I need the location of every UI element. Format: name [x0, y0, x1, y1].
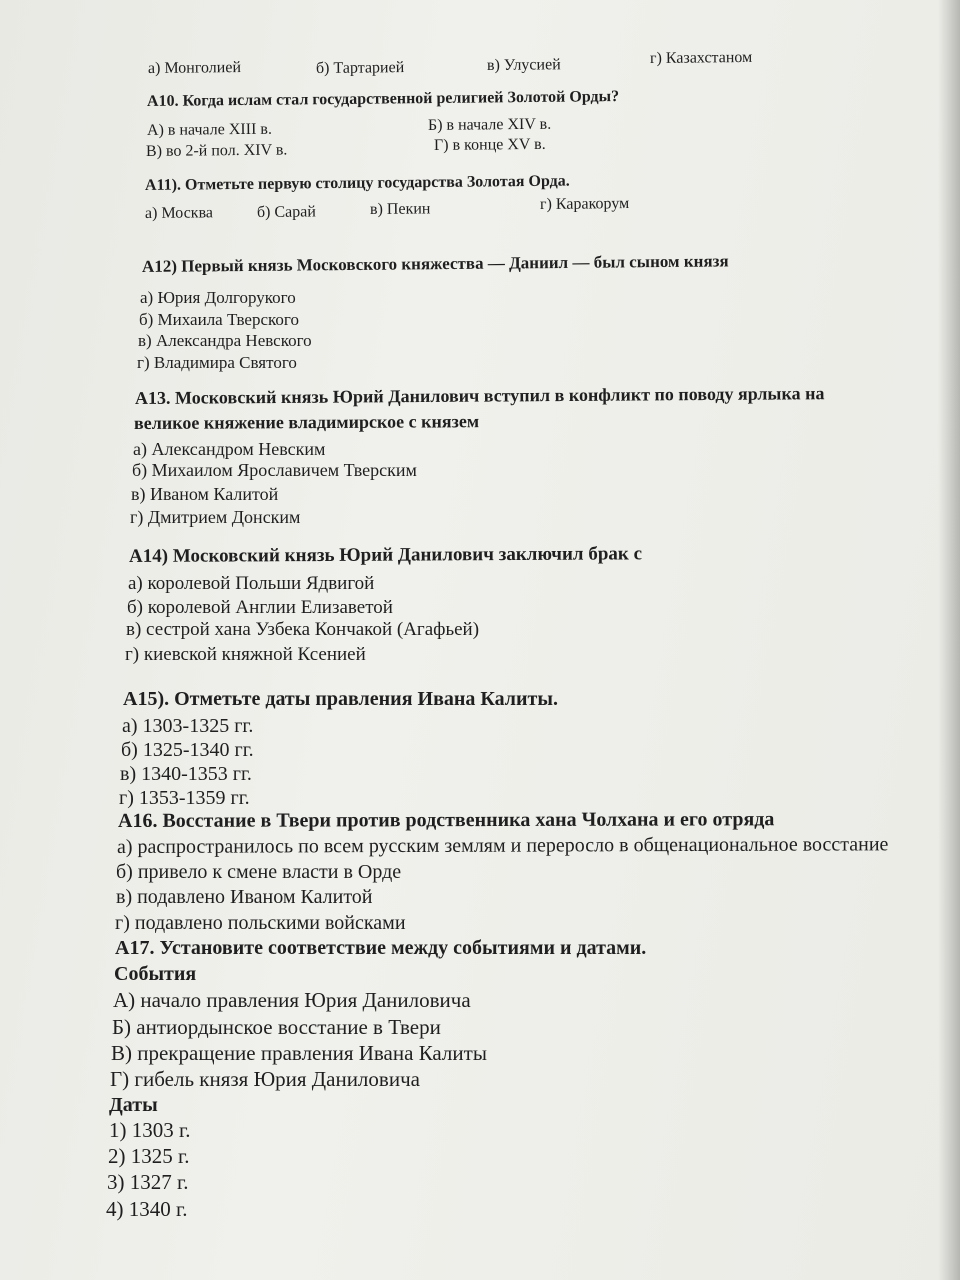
a10-option-d: Г) в конце XV в. — [433, 135, 546, 154]
a13-option-b: б) Михаилом Ярославичем Тверским — [132, 460, 417, 480]
a9-option-d: г) Казахстаном — [649, 48, 753, 67]
a14-option-a: а) королевой Польши Ядвигой — [128, 573, 375, 594]
a11-option-c: в) Пекин — [369, 200, 431, 218]
a13-question-line1: А13. Московский князь Юрий Данилович вступил в конфликт по поводу ярлыка на — [134, 383, 825, 408]
a17-question: А17. Установите соответствие между событиями и датами. — [115, 937, 647, 959]
a17-events-heading: События — [114, 963, 197, 985]
a16-question: А16. Восстание в Твери против родственника хана Чолхана и его отряда — [117, 808, 775, 832]
a12-option-a: а) Юрия Долгорукого — [140, 288, 296, 307]
a17-date-3: 3) 1327 г. — [107, 1170, 189, 1194]
a15-option-d: г) 1353-1359 гг. — [119, 787, 250, 809]
a15-option-c: в) 1340-1353 гг. — [120, 763, 252, 785]
a15-option-b: б) 1325-1340 гг. — [121, 739, 254, 761]
a13-option-c: в) Иваном Калитой — [131, 484, 279, 504]
a11-option-d: г) Каракорум — [539, 195, 630, 213]
a17-event-b: Б) антиордынское восстание в Твери — [112, 1015, 441, 1039]
a12-option-b: б) Михаила Тверского — [139, 310, 299, 329]
a11-question: А11). Отметьте первую столицу государства Золотая Орда. — [144, 172, 570, 194]
a9-option-a: а) Монголией — [147, 59, 242, 77]
a16-option-d: г) подавлено польскими войсками — [115, 912, 406, 934]
a13-option-d: г) Дмитрием Донским — [130, 507, 301, 527]
a17-date-4: 4) 1340 г. — [106, 1197, 188, 1221]
a14-option-c: в) сестрой хана Узбека Кончакой (Агафьей) — [126, 619, 480, 640]
page-edge-shadow — [938, 0, 960, 1280]
a13-option-a: а) Александром Невским — [133, 439, 326, 459]
a14-option-b: б) королевой Англии Елизаветой — [127, 597, 393, 618]
a9-option-c: в) Улусией — [486, 56, 561, 74]
a12-option-c: в) Александра Невского — [138, 331, 312, 350]
a12-question: А12) Первый князь Московского княжества — Даниил — был сыном князя — [141, 251, 729, 276]
a17-date-2: 2) 1325 г. — [108, 1144, 190, 1168]
a16-option-a: а) распространилось по всем русским землям и переросло в общенациональное восстание — [116, 833, 889, 858]
a17-dates-heading: Даты — [109, 1094, 158, 1116]
a17-event-c: В) прекращение правления Ивана Калиты — [111, 1041, 487, 1065]
a10-option-b: Б) в начале XIV в. — [427, 115, 552, 134]
a9-option-b: б) Тартарией — [315, 59, 405, 77]
a15-option-a: а) 1303-1325 гг. — [122, 715, 254, 737]
a17-event-d: Г) гибель князя Юрия Даниловича — [110, 1067, 420, 1091]
a16-option-c: в) подавлено Иваном Калитой — [116, 886, 373, 908]
a10-option-a: А) в начале XIII в. — [146, 120, 273, 139]
a15-question: А15). Отметьте даты правления Ивана Калиты. — [123, 688, 558, 710]
a16-option-b: б) привело к смене власти в Орде — [116, 861, 402, 883]
a10-question: А10. Когда ислам стал государственной религией Золотой Орды? — [146, 88, 620, 110]
a14-question: А14) Московский князь Юрий Данилович заключил брак с — [128, 543, 643, 567]
a10-option-c: В) во 2-й пол. XIV в. — [145, 141, 288, 160]
a12-option-d: г) Владимира Святого — [137, 353, 297, 372]
a11-option-a: а) Москва — [144, 204, 214, 222]
a11-option-b: б) Сарай — [256, 203, 316, 221]
a14-option-d: г) киевской княжной Ксенией — [125, 644, 366, 665]
a17-event-a: А) начало правления Юрия Даниловича — [113, 988, 471, 1012]
a17-date-1: 1) 1303 г. — [109, 1118, 191, 1142]
a13-question-line2: великое княжение владимирское с князем — [133, 411, 480, 433]
